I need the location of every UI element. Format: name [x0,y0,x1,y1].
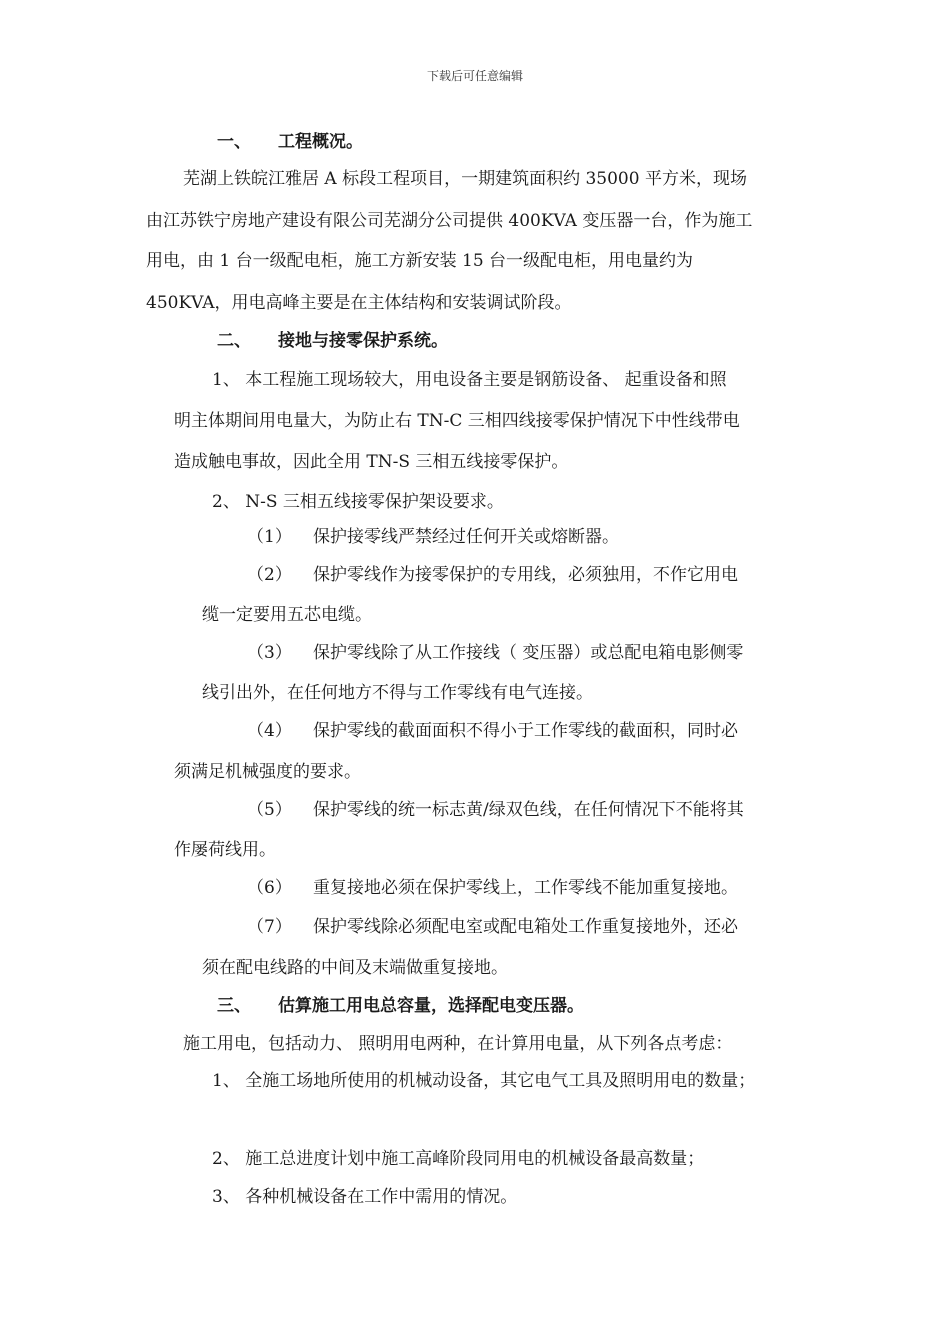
section-3-item-1: 1、 全施工场地所使用的机械动设备，其它电气工具及照明用电的数量； [212,1071,756,1091]
subitem-2-continuation: 缆一定要用五芯电缆。 [202,605,372,625]
subitem-7-continuation: 须在配电线路的中间及末端做重复接地。 [202,958,508,978]
section-1-number: 一、 [217,132,251,152]
section-3-item-2: 2、 施工总进度计划中施工高峰阶段同用电的机械设备最高数量； [212,1149,705,1169]
section-2-item-1-line-1: 1、 本工程施工现场较大，用电设备主要是钢筋设备、 起重设备和照 [212,370,727,390]
subitem-2-number: （2） [247,565,292,585]
section-1-line-2: 由江苏铁宁房地产建设有限公司芜湖分公司提供 400KVA 变压器一台，作为施工 [146,211,753,231]
section-3-item-3: 3、 各种机械设备在工作中需用的情况。 [212,1187,518,1207]
subitem-4-number: （4） [247,721,292,741]
subitem-4-continuation: 须满足机械强度的要求。 [174,762,361,782]
subitem-6-text: 重复接地必须在保护零线上，工作零线不能加重复接地。 [313,878,738,898]
subitem-3-number: （3） [247,643,292,663]
subitem-5-text: 保护零线的统一标志黄/绿双色线，在任何情况下不能将其 [313,800,744,820]
section-3-intro: 施工用电，包括动力、 照明用电两种，在计算用电量，从下列各点考虑： [183,1034,733,1054]
section-2-item-2: 2、 N-S 三相五线接零保护架设要求。 [212,492,504,512]
subitem-4-text: 保护零线的截面面积不得小于工作零线的截面积，同时必 [313,721,738,741]
subitem-7-number: （7） [247,917,292,937]
section-3-number: 三、 [217,996,251,1016]
section-2-item-1-line-2: 明主体期间用电量大，为防止右 TN-C 三相四线接零保护情况下中性线带电 [174,411,740,431]
section-2-item-1-line-3: 造成触电事故，因此全用 TN-S 三相五线接零保护。 [174,452,569,472]
section-2-number: 二、 [217,331,251,351]
subitem-1-text: 保护接零线严禁经过任何开关或熔断器。 [313,527,619,547]
section-2-title: 接地与接零保护系统。 [278,331,448,351]
section-1-line-3: 用电，由 1 台一级配电柜，施工方新安装 15 台一级配电柜，用电量约为 [146,251,694,271]
section-1-line-4: 450KVA，用电高峰主要是在主体结构和安装调试阶段。 [146,293,572,313]
subitem-2-text: 保护零线作为接零保护的专用线，必须独用，不作它用电 [313,565,738,585]
subitem-1-number: （1） [247,527,292,547]
section-3-title: 估算施工用电总容量，选择配电变压器。 [278,996,584,1016]
section-1-line-1: 芜湖上铁皖江雅居 A 标段工程项目，一期建筑面积约 35000 平方米，现场 [183,169,747,189]
section-1-title: 工程概况。 [278,132,363,152]
subitem-3-text: 保护零线除了从工作接线（ 变压器）或总配电箱电影侧零 [313,643,744,663]
subitem-5-continuation: 作屡荷线用。 [174,840,276,860]
page-header: 下载后可任意编辑 [426,69,523,83]
subitem-3-continuation: 线引出外，在任何地方不得与工作零线有电气连接。 [202,683,593,703]
subitem-5-number: （5） [247,800,292,820]
subitem-7-text: 保护零线除必须配电室或配电箱处工作重复接地外，还必 [313,917,738,937]
subitem-6-number: （6） [247,878,292,898]
